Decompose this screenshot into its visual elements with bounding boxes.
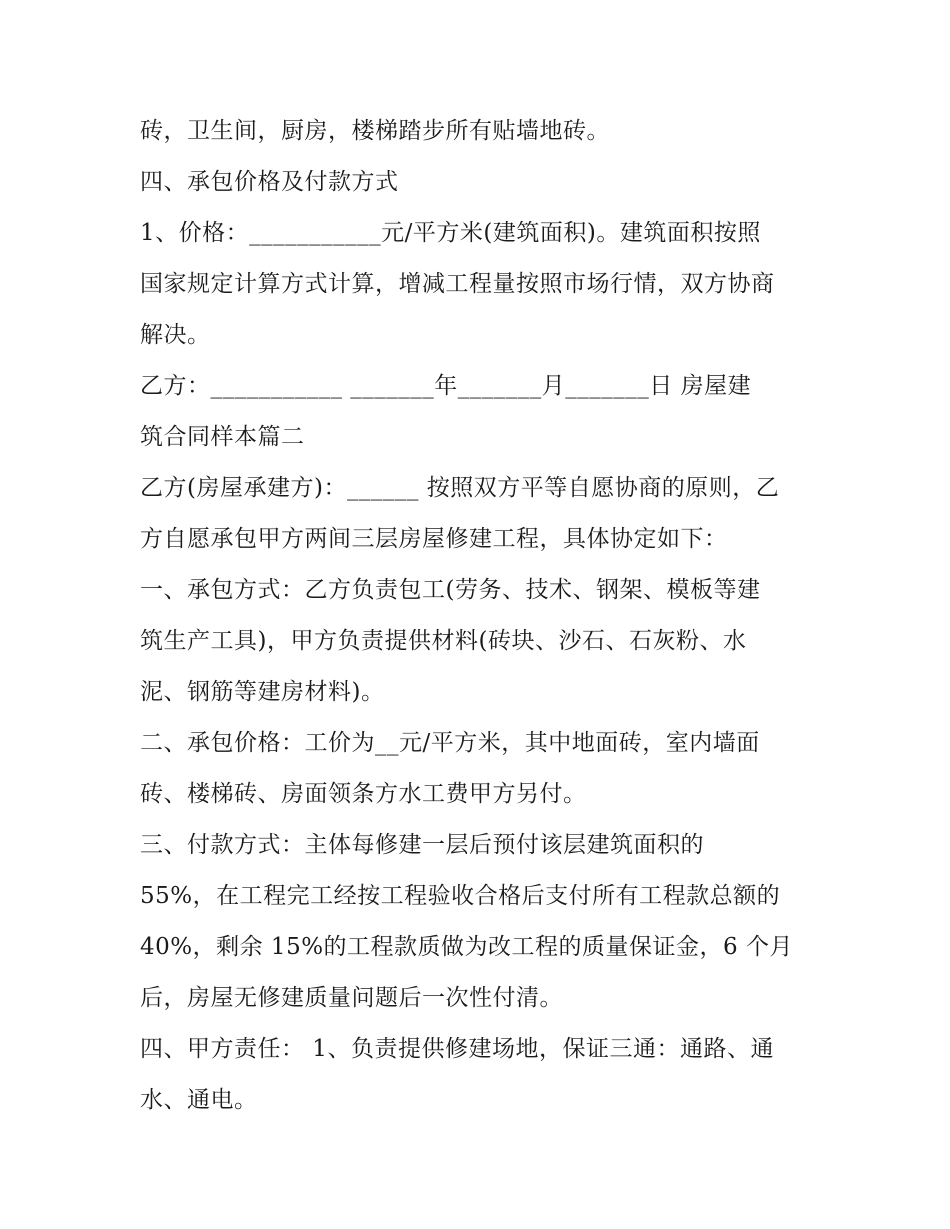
text-line: 四、甲方责任： 1、负责提供修建场地，保证三通：通路、通 [140,1036,774,1062]
text-line: 1、价格：___________元/平方米(建筑面积)。建筑面积按照 [140,220,761,246]
text-line: 后，房屋无修建质量问题后一次性付清。 [140,985,563,1011]
text-line: 乙方：___________ _______年_______月_______日 房屋建 [140,373,752,399]
text-line: 55%，在工程完工经按工程验收合格后支付所有工程款总额的 [140,883,781,909]
text-line: 泥、钢筋等建房材料)。 [140,679,385,705]
text-line: 筑生产工具)，甲方负责提供材料(砖块、沙石、石灰粉、水 [140,628,747,654]
document-body [140,106,830,1126]
text-line: 方自愿承包甲方两间三层房屋修建工程，具体协定如下： [140,526,728,552]
text-line: 40%，剩余 15%的工程款质做为改工程的质量保证金，6 个月 [140,934,793,960]
text-line: 二、承包价格：工价为__元/平方米，其中地面砖，室内墙面 [140,730,760,756]
section-heading: 四、承包价格及付款方式 [140,169,399,195]
section-heading: 筑合同样本篇二 [140,424,305,450]
text-line: 乙方(房屋承建方)：______ 按照双方平等自愿协商的原则，乙 [140,475,780,501]
text-line: 砖、楼梯砖、房面领条方水工费甲方另付。 [140,781,587,807]
text-line: 砖，卫生间，厨房，楼梯踏步所有贴墙地砖。 [140,118,610,144]
text-line: 一、承包方式：乙方负责包工(劳务、技术、钢架、模板等建 [140,577,761,603]
text-line: 解决。 [140,322,211,348]
text-line: 三、付款方式：主体每修建一层后预付该层建筑面积的 [140,832,704,858]
text-line: 水、通电。 [140,1087,258,1113]
text-line: 国家规定计算方式计算，增减工程量按照市场行情，双方协商 [140,271,775,297]
